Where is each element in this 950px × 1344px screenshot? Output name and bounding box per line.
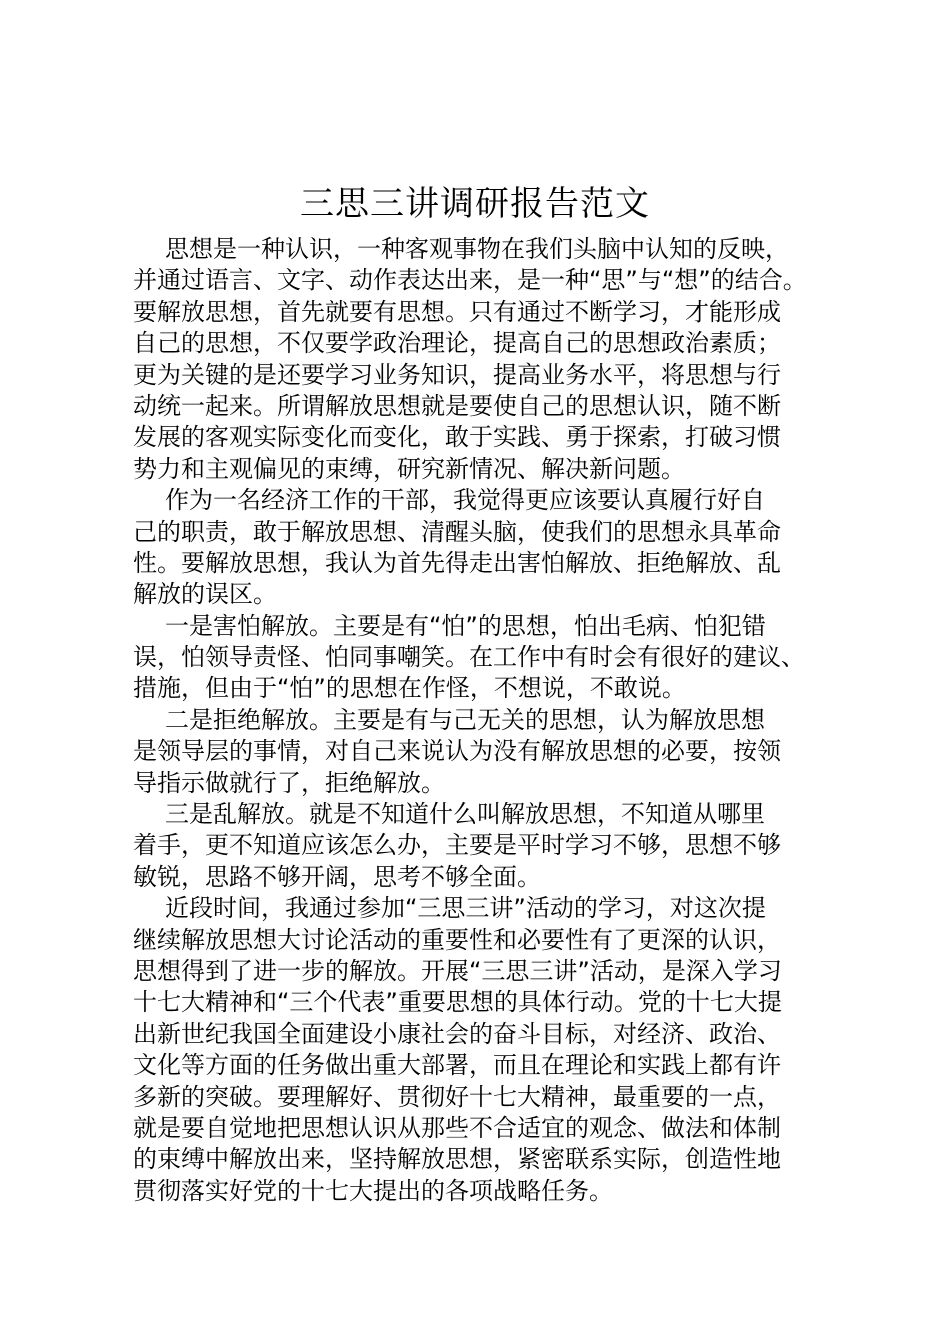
paragraph-line: 动统一起来。所谓解放思想就是要使自己的思想认识，随不断 — [133, 391, 781, 420]
paragraph-line: 敏锐，思路不够开阔，思考不够全面。 — [133, 862, 541, 891]
paragraph-line: 着手，更不知道应该怎么办，主要是平时学习不够，思想不够 — [133, 831, 781, 860]
paragraph-line: 是领导层的事情，对自己来说认为没有解放思想的必要，按领 — [133, 737, 781, 766]
document-title: 三思三讲调研报告范文 — [300, 184, 650, 224]
paragraph-line: 势力和主观偏见的束缚，研究新情况、解决新问题。 — [133, 454, 685, 483]
paragraph-line: 解放的误区。 — [133, 580, 277, 609]
paragraph — [133, 234, 853, 485]
paragraph — [133, 705, 853, 799]
paragraph-line: 措施，但由于“怕”的思想在作怪，不想说，不敢说。 — [133, 674, 686, 703]
paragraph-line: 十七大精神和“三个代表”重要思想的具体行动。党的十七大提 — [133, 988, 782, 1017]
paragraph-line: 三是乱解放。就是不知道什么叫解放思想，不知道从哪里 — [165, 800, 765, 829]
paragraph-line: 更为关键的是还要学习业务知识，提高业务水平，将思想与行 — [133, 360, 781, 389]
paragraph-line: 导指示做就行了，拒绝解放。 — [133, 768, 445, 797]
paragraph-line: 文化等方面的任务做出重大部署，而且在理论和实践上都有许 — [133, 1051, 781, 1080]
paragraph-line: 贯彻落实好党的十七大提出的各项战略任务。 — [133, 1176, 613, 1205]
paragraph-line: 出新世纪我国全面建设小康社会的奋斗目标，对经济、政治、 — [133, 1019, 781, 1048]
paragraph-line: 二是拒绝解放。主要是有与己无关的思想，认为解放思想 — [165, 705, 765, 734]
paragraph — [133, 893, 853, 1207]
paragraph-line: 近段时间，我通过参加“三思三讲”活动的学习，对这次提 — [165, 894, 766, 923]
paragraph-line: 继续解放思想大讨论活动的重要性和必要性有了更深的认识， — [133, 925, 781, 954]
paragraph — [133, 799, 853, 893]
paragraph-line: 思想是一种认识，一种客观事物在我们头脑中认知的反映， — [165, 235, 789, 263]
paragraph-line: 就是要自觉地把思想认识从那些不合适宜的观念、做法和体制 — [133, 1113, 781, 1142]
paragraph-line: 性。要解放思想，我认为首先得走出害怕解放、拒绝解放、乱 — [133, 548, 781, 577]
paragraph — [133, 485, 853, 611]
document-body — [133, 234, 853, 1207]
paragraph-line: 的束缚中解放出来，坚持解放思想，紧密联系实际，创造性地 — [133, 1145, 781, 1174]
paragraph-line: 己的职责，敢于解放思想、清醒头脑，使我们的思想永具革命 — [133, 517, 781, 546]
paragraph-line: 并通过语言、文字、动作表达出来，是一种“思”与“想”的结合。 — [133, 266, 807, 295]
paragraph-line: 自己的思想，不仅要学政治理论，提高自己的思想政治素质； — [133, 329, 781, 358]
paragraph — [133, 611, 853, 705]
paragraph-line: 多新的突破。要理解好、贯彻好十七大精神，最重要的一点， — [133, 1082, 781, 1111]
paragraph-line: 作为一名经济工作的干部，我觉得更应该要认真履行好自 — [165, 486, 765, 515]
paragraph-line: 误，怕领导责怪、怕同事嘲笑。在工作中有时会有很好的建议、 — [133, 643, 805, 672]
paragraph-line: 要解放思想，首先就要有思想。只有通过不断学习，才能形成 — [133, 297, 781, 326]
paragraph-line: 一是害怕解放。主要是有“怕”的思想，怕出毛病、怕犯错 — [165, 611, 766, 640]
paragraph-line: 发展的客观实际变化而变化，敢于实践、勇于探索，打破习惯 — [133, 423, 781, 452]
paragraph-line: 思想得到了进一步的解放。开展“三思三讲”活动，是深入学习 — [133, 956, 782, 985]
